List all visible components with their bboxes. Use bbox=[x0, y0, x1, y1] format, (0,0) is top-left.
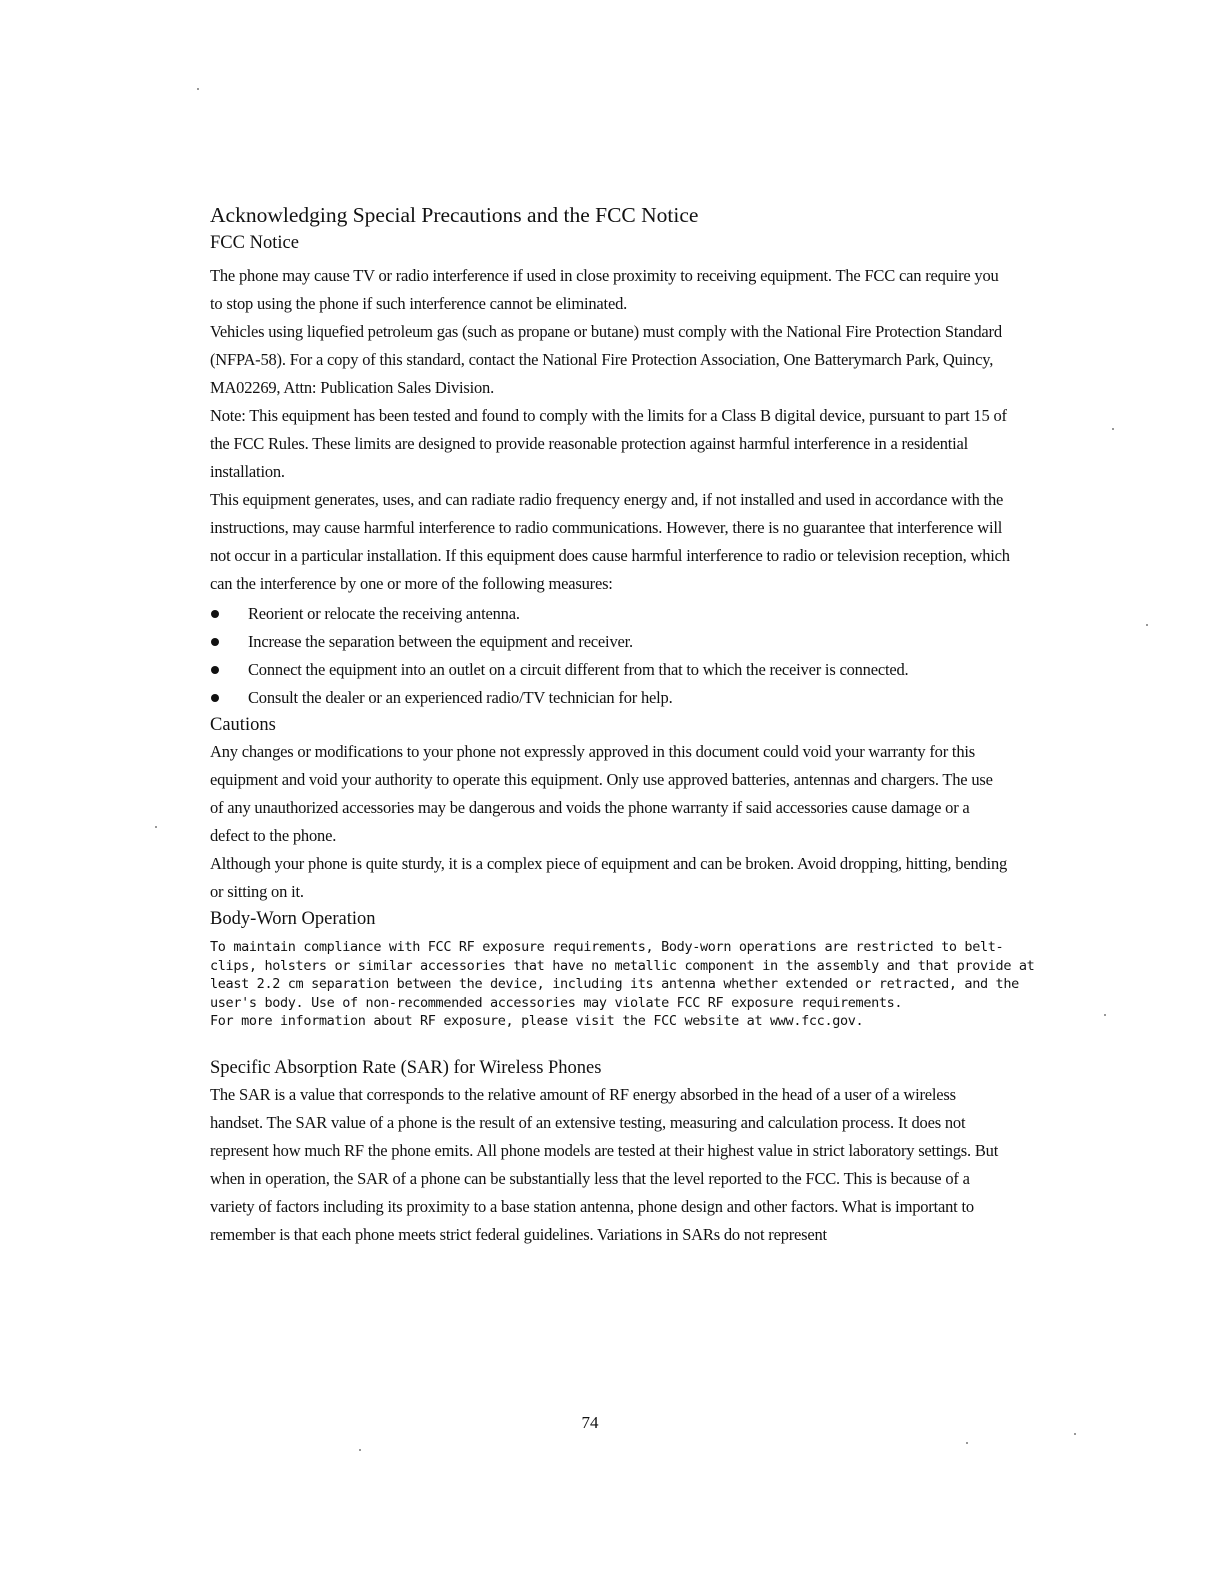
scan-speck bbox=[1104, 1014, 1106, 1016]
list-item bbox=[210, 684, 1010, 712]
list-item-text: Increase the separation between the equipment and receiver. bbox=[248, 632, 633, 651]
bullet-icon bbox=[211, 610, 219, 618]
page-title: Acknowledging Special Precautions and the FCC Notice bbox=[210, 203, 699, 227]
scan-speck bbox=[197, 88, 199, 90]
list-item bbox=[210, 600, 1010, 628]
body-worn-heading: Body-Worn Operation bbox=[210, 909, 376, 929]
interference-measures-list bbox=[210, 600, 1010, 712]
cautions-heading: Cautions bbox=[210, 715, 276, 735]
fcc-notice-paragraph-4: This equipment generates, uses, and can radiate radio frequency energy and, if not installed and used in accordance with the instructions, may cause harmful interference to radio communications. However, there is no guarantee that interference will not occur in a particular installation. If this equipment does cause harmful interference to radio or television reception, which can the interference by one or more of the following measures: bbox=[210, 490, 1010, 593]
body-worn-paragraph-1: To maintain compliance with FCC RF exposure requirements, Body-worn operations are restricted to belt-clips, holsters or similar accessories that have no metallic component in the assembly and that provide at least 2.2 cm separation between the device, including its antenna whether extended or retracted, and the user's body. Use of non-recommended accessories may violate FCC RF exposure requirements. bbox=[210, 939, 1035, 1011]
page-number: 74 bbox=[581, 1413, 599, 1432]
fcc-notice-paragraph-1: The phone may cause TV or radio interference if used in close proximity to receiving equipment. The FCC can require you to stop using the phone if such interference cannot be eliminated. bbox=[210, 266, 999, 313]
scan-speck bbox=[1112, 428, 1114, 430]
scan-speck bbox=[966, 1442, 968, 1444]
list-item bbox=[210, 628, 1010, 656]
list-item bbox=[210, 656, 1010, 684]
list-item-text: Consult the dealer or an experienced radio/TV technician for help. bbox=[248, 688, 673, 707]
fcc-notice-paragraph-2: Vehicles using liquefied petroleum gas (such as propane or butane) must comply with the National Fire Protection Standard (NFPA-58). For a copy of this standard, contact the National Fire Protection Association, One Batterymarch Park, Quincy, MA02269, Attn: Publication Sales Division. bbox=[210, 322, 1002, 397]
fcc-notice-heading: FCC Notice bbox=[210, 233, 299, 253]
list-item-text: Connect the equipment into an outlet on a circuit different from that to which the receiver is connected. bbox=[248, 660, 909, 679]
scan-speck bbox=[1074, 1433, 1076, 1435]
cautions-paragraph-2: Although your phone is quite sturdy, it is a complex piece of equipment and can be broken. Avoid dropping, hitting, bending or sitting on it. bbox=[210, 854, 1008, 901]
cautions-paragraph-1: Any changes or modifications to your phone not expressly approved in this document could void your warranty for this equipment and void your authority to operate this equipment. Only use approved batteries, antennas and chargers. The use of any unauthorized accessories may be dangerous and voids the phone warranty if said accessories cause damage or a defect to the phone. bbox=[210, 742, 993, 845]
sar-heading: Specific Absorption Rate (SAR) for Wireless Phones bbox=[210, 1057, 602, 1078]
scan-speck bbox=[155, 826, 157, 828]
body-worn-paragraph-2: For more information about RF exposure, please visit the FCC website at www.fcc.gov. bbox=[210, 1013, 864, 1029]
scan-speck bbox=[1146, 624, 1148, 626]
page-content bbox=[210, 200, 1035, 1249]
sar-paragraph-1: The SAR is a value that corresponds to the relative amount of RF energy absorbed in the head of a user of a wireless handset. The SAR value of a phone is the result of an extensive testing, measuring and calculation process. It does not represent how much RF the phone emits. All phone models are tested at their highest value in strict laboratory settings. But when in operation, the SAR of a phone can be substantially less that the level reported to the FCC. This is because of a variety of factors including its proximity to a base station antenna, phone design and other factors. What is important to remember is that each phone meets strict federal guidelines. Variations in SARs do not represent bbox=[210, 1084, 999, 1244]
bullet-icon bbox=[211, 694, 219, 702]
fcc-notice-paragraph-3: Note: This equipment has been tested and found to comply with the limits for a Class B digital device, pursuant to part 15 of the FCC Rules. These limits are designed to provide reasonable protection against harmful interference in a residential installation. bbox=[210, 406, 1007, 481]
scan-speck bbox=[359, 1449, 361, 1451]
bullet-icon bbox=[211, 666, 219, 674]
bullet-icon bbox=[211, 638, 219, 646]
list-item-text: Reorient or relocate the receiving antenna. bbox=[248, 604, 520, 623]
